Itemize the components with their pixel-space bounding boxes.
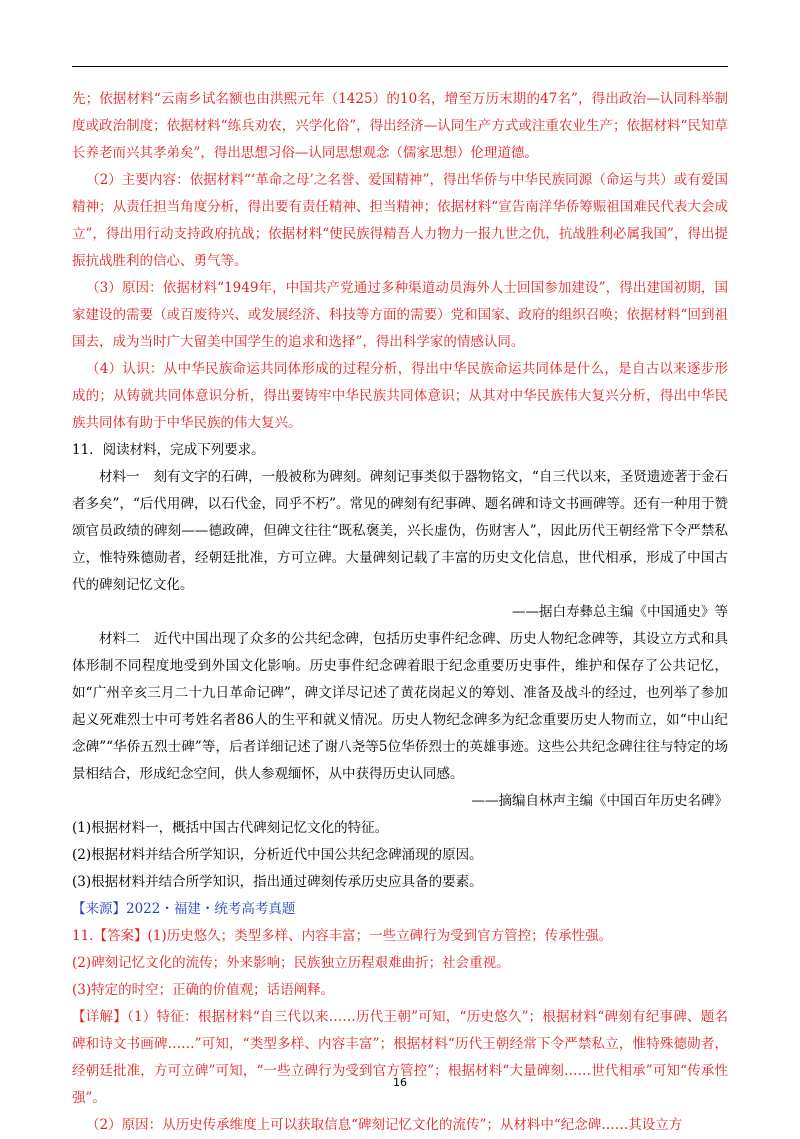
answer-line-3: (3)特定的时空；正确的价值观；话语阐释。 xyxy=(72,982,335,998)
source-text: 2022・福建・统考高考真题 xyxy=(126,901,296,917)
answer-line-2: (2)碑刻记忆文化的流传；外来影响；民族独立历程艰难曲折；社会重视。 xyxy=(72,955,510,971)
material-two-label: 材料二 xyxy=(99,631,141,647)
answer-line-1 xyxy=(72,923,728,950)
detail-text-1: （1）特征：根据材料“自三代以来……历代王朝”可知，“历史悠久”；根据材料“碑刻有纪事碑、题名碑和诗文书画碑……”可知，“类型多样、内容丰富”；根据材料“历代王朝经常下令严禁私立，惟特殊德勋者，经朝廷批准，方可立碑”可知，“一些立碑行为受到官方管控”；根据材料“大量碑刻……世代相承”可知“传承性强”。 xyxy=(72,1009,728,1106)
source-tag: 【来源】 xyxy=(72,901,126,917)
material-one-text: 刻有文字的石碑，一般被称为碑刻。碑刻记事类似于器物铭文，“自三代以来，圣贤遗迹著于金石者多矣”，“后代用碑，以石代金，同乎不朽”。常见的碑刻有纪事碑、题名碑和诗文书画碑等。还有一种用于赞颂官员政绩的碑刻——德政碑，但碑文往往“既私褒美，兴长虚伪，伤财害人”，因此历代王朝经常下令严禁私立，惟特殊德勋者，经朝廷批准，方可立碑。大量碑刻记载了丰富的历史文化信息，世代相承，形成了中国古代的碑刻记忆文化。 xyxy=(72,469,729,593)
answer-paragraph: （2）主要内容：依据材料“‘革命之母’之名誉、爱国精神”，得出华侨与中华民族同源（命运与共）或有爱国精神；从责任担当角度分析，得出要有责任精神、担当精神；依据材料“宣告南洋华侨筹赈祖国难民代表大会成立”，得出用行动支持政府抗战；依据材料“使民族得精吾人力物力一报九世之仇，抗战胜利必属我国”，得出提振抗战胜利的信心、勇气等。 xyxy=(72,172,728,269)
material-one xyxy=(72,464,728,599)
material-one-source: ——据白寿彝总主编《中国通史》等 xyxy=(512,604,728,620)
header-rule xyxy=(72,66,728,67)
requirement-3: (3)根据材料并结合所学知识，指出通过碑刻传承历史应具备的要素。 xyxy=(72,874,483,890)
material-one-label: 材料一 xyxy=(99,469,140,485)
answer-paragraph: （3）原因：依据材料“1949年，中国共产党通过多种渠道动员海外人士回国参加建设”，得出建国初期，国家建设的需要（或百废待兴、或发展经济、科技等方面的需要）党和国家、政府的组织召唤；依据材料“回到祖国去，成为当时广大留美中国学生的追求和选择”，得出科学家的情感认同。 xyxy=(72,280,728,350)
source-line xyxy=(72,896,728,923)
material-two xyxy=(72,626,728,788)
answer-prefix: 11. xyxy=(72,928,94,944)
page-content xyxy=(72,86,728,1139)
question-title: 11．阅读材料，完成下列要求。 xyxy=(72,442,265,458)
detail-tag: 【详解】 xyxy=(72,1009,128,1025)
detail-paragraph-1 xyxy=(72,1004,728,1112)
requirement-2: (2)根据材料并结合所学知识，分析近代中国公共纪念碑涌现的原因。 xyxy=(72,847,483,863)
page-number: 16 xyxy=(393,1076,407,1089)
answer-paragraph: 先；依据材料“云南乡试名额也由洪熙元年（1425）的10名，增至万历末期的47名”，得出政治—认同科举制度或政治制度；依据材料“练兵劝农，兴学化俗”，得出经济—认同生产方式或注重农业生产；依据材料“民知草长养老而兴其孝弟矣”，得出思想习俗—认同思想观念（儒家思想）伦理道德。 xyxy=(72,91,728,161)
requirement-1: (1)根据材料一，概括中国古代碑刻记忆文化的特征。 xyxy=(72,820,389,836)
material-two-text: 近代中国出现了众多的公共纪念碑，包括历史事件纪念碑、历史人物纪念碑等，其设立方式和具体形制不同程度地受到外国文化影响。历史事件纪念碑着眼于纪念重要历史事件，维护和保存了公共记忆，如“广州辛亥三月二十九日革命记碑”，碑文详尽记述了黄花岗起义的筹划、准备及战斗的经过，也列举了参加起义死难烈士中可考姓名者86人的生平和就义情况。历史人物纪念碑多为纪念重要历史人物而立，如“中山纪念碑”“华侨五烈士碑”等，后者详细记述了谢八尧等5位华侨烈士的英雄事迹。这些公共纪念碑往往与特定的场景相结合，形成纪念空间，供人参观缅怀，从中获得历史认同感。 xyxy=(72,631,729,782)
answer-text-1: (1)历史悠久；类型多样、内容丰富；一些立碑行为受到官方管控；传承性强。 xyxy=(147,928,613,944)
answer-tag: 【答案】 xyxy=(93,928,148,944)
answer-paragraph: （4）认识：从中华民族命运共同体形成的过程分析，得出中华民族命运共同体是什么，是自古以来逐步形成的；从铸就共同体意识分析，得出要铸牢中华民族共同体意识；从其对中华民族伟大复兴分析，得出中华民族共同体有助于中华民族的伟大复兴。 xyxy=(72,361,728,431)
material-two-source: ——摘编自林声主编《中国百年历史名碑》 xyxy=(471,793,728,809)
detail-paragraph-2: （2）原因：从历史传承维度上可以获取信息“碑刻记忆文化的流传”；从材料中“纪念碑……其设立方 xyxy=(86,1117,683,1133)
